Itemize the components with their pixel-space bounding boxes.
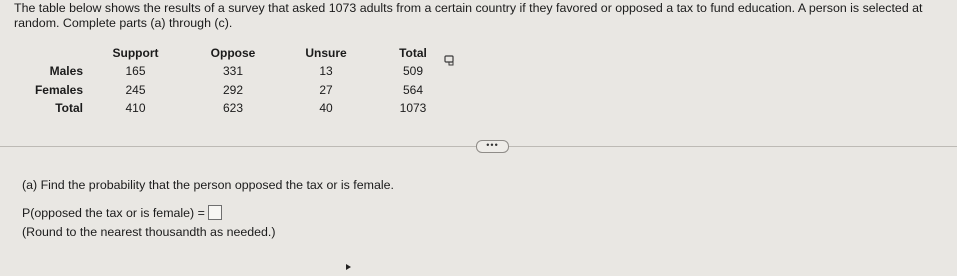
- column-header-support: Support: [112, 46, 159, 60]
- row-label-females: Females: [34, 82, 83, 97]
- row-label-males: Males: [49, 64, 83, 79]
- copy-table-icon[interactable]: [444, 54, 456, 66]
- table-cell: 623: [222, 101, 244, 116]
- column-header-unsure: Unsure: [305, 46, 347, 60]
- part-a-question: (a) Find the probability that the person opposed the tax or is female.: [22, 178, 394, 192]
- table-cell: 245: [125, 82, 146, 97]
- row-label-total: Total: [55, 101, 83, 116]
- table-cell: 292: [222, 82, 244, 97]
- table-row-total: [14, 99, 456, 118]
- column-header-total: Total: [399, 46, 427, 60]
- copy-table-icon-graphic: [444, 55, 456, 67]
- problem-statement-line-1: The table below shows the results of a survey that asked 1073 adults from a certain country if they favored or opposed a tax to fund education. A person is selected at: [14, 1, 923, 15]
- column-header-oppose: Oppose: [210, 46, 256, 60]
- problem-statement: [14, 1, 944, 31]
- more-options-button[interactable]: •••: [476, 140, 509, 153]
- table-cell: 564: [402, 82, 424, 97]
- mouse-cursor-icon: [346, 264, 351, 270]
- table-cell: 27: [319, 82, 333, 97]
- table-header-row: [14, 44, 456, 62]
- survey-results-table: [14, 44, 456, 118]
- table-cell: 13: [319, 64, 333, 79]
- part-a-answer-row: [22, 205, 222, 220]
- problem-statement-line-2: random. Complete parts (a) through (c).: [14, 16, 233, 30]
- table-cell: 410: [125, 101, 146, 116]
- table-row-males: [14, 62, 456, 81]
- table-cell: 1073: [399, 101, 427, 116]
- answer-label: P(opposed the tax or is female) =: [22, 205, 205, 220]
- table-row-females: [14, 81, 456, 100]
- table-cell: 40: [319, 101, 333, 116]
- table-cell: 509: [402, 64, 424, 79]
- rounding-instruction: (Round to the nearest thousandth as needed.): [22, 225, 276, 239]
- table-header-corner: [14, 44, 87, 62]
- table-cell: 165: [125, 64, 146, 79]
- answer-input[interactable]: [208, 205, 222, 220]
- table-cell: 331: [222, 64, 244, 79]
